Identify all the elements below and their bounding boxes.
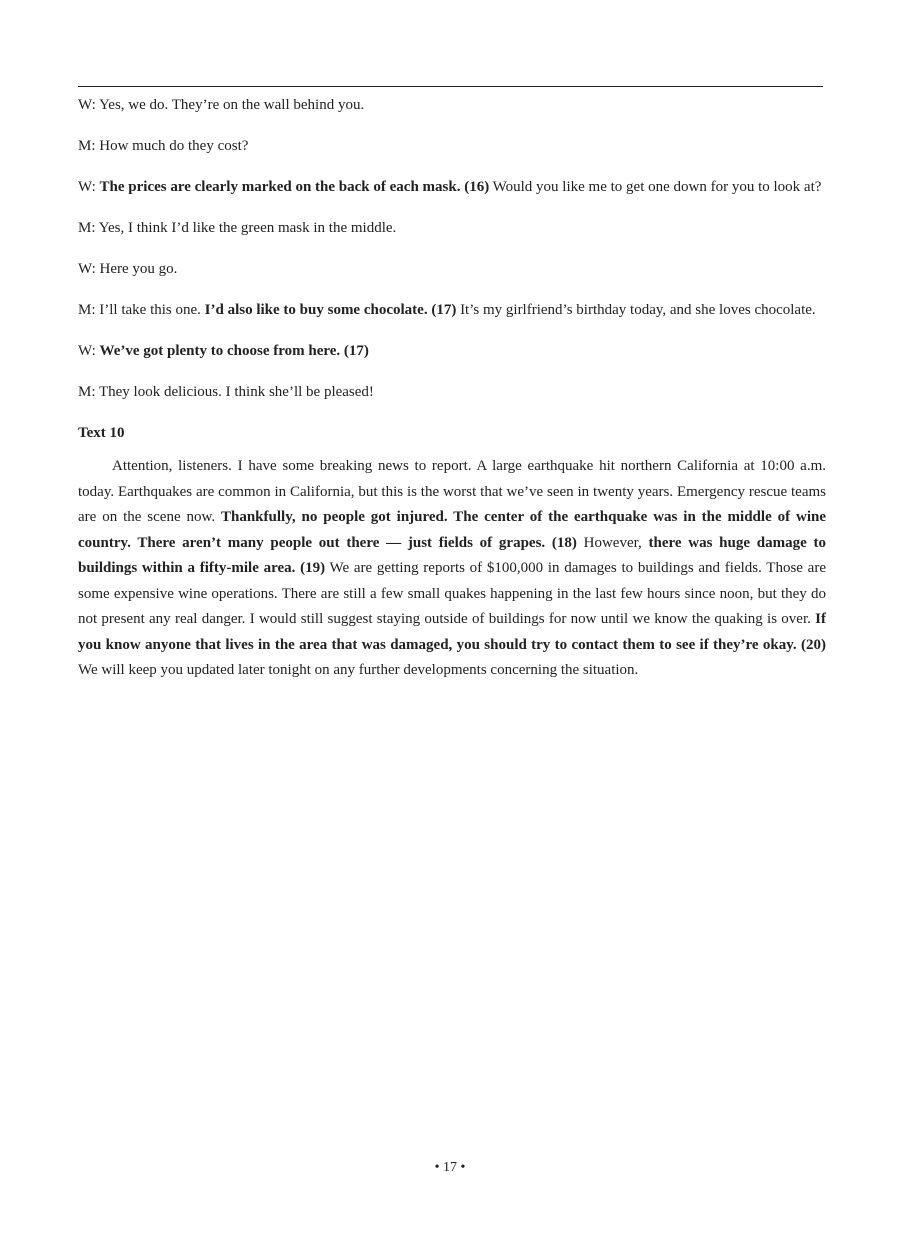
bold-answer-text: there was huge damage to buildings within a fifty-mile area. (19) (78, 534, 826, 576)
section-title: Text 10 (78, 425, 125, 441)
dialogue-text: M: They look delicious. I think she’ll be pleased! (78, 384, 374, 400)
dialogue-section (78, 93, 826, 405)
dialogue-text: It’s my girlfriend’s birthday today, and she loves chocolate. (456, 302, 816, 318)
dialogue-text: M: How much do they cost? (78, 138, 249, 154)
dialogue-text: W: (78, 343, 100, 359)
dialogue-text: W: (78, 179, 100, 195)
paragraph-text: We are getting reports of $100,000 in damages to buildings and fields. Those are some expensive wine operations. There are still a few small quakes happening in the last few hours since noon, but they do not present any real danger. I would still suggest staying outside of buildings for now until we know the quaking is over. (78, 560, 826, 627)
dialogue-line (78, 134, 826, 159)
page-content (78, 93, 826, 684)
page-number: • 17 • (434, 1160, 466, 1175)
dialogue-line (78, 298, 826, 323)
header-rule (78, 86, 823, 87)
dialogue-text: W: Yes, we do. They’re on the wall behind you. (78, 97, 365, 113)
dialogue-line (78, 339, 826, 364)
dialogue-line (78, 380, 826, 405)
dialogue-text: M: I’ll take this one. (78, 302, 205, 318)
bold-answer-text: We’ve got plenty to choose from here. (17) (99, 343, 369, 359)
bold-answer-text: If you know anyone that lives in the area that was damaged, you should try to contact them to see if they’re okay. (20) (78, 611, 826, 653)
paragraph-text: Attention, listeners. I have some breaking news to report. A large earthquake hit northern California at 10:00 a.m. today. Earthquakes are common in California, but this is the worst that we’ve seen in twenty years. Emergency rescue teams are on the scene now. (78, 458, 826, 525)
dialogue-text: Would you like me to get one down for you to look at? (489, 179, 822, 195)
paragraph-text: We will keep you updated later tonight on any further developments concerning the situation. (78, 662, 639, 678)
dialogue-line (78, 175, 826, 200)
dialogue-text: W: Here you go. (78, 261, 178, 277)
dialogue-line (78, 257, 826, 282)
dialogue-line (78, 216, 826, 241)
dialogue-line (78, 93, 826, 118)
dialogue-text: M: Yes, I think I’d like the green mask in the middle. (78, 220, 397, 236)
text-10-paragraph (78, 454, 826, 684)
bold-answer-text: Thankfully, no people got injured. The center of the earthquake was in the middle of wine country. There aren’t many people out there — just fields of grapes. (18) (78, 509, 826, 551)
bold-answer-text: The prices are clearly marked on the back of each mask. (16) (99, 179, 490, 195)
bold-answer-text: I’d also like to buy some chocolate. (17) (204, 302, 457, 318)
paragraph-text: However, (576, 534, 649, 551)
